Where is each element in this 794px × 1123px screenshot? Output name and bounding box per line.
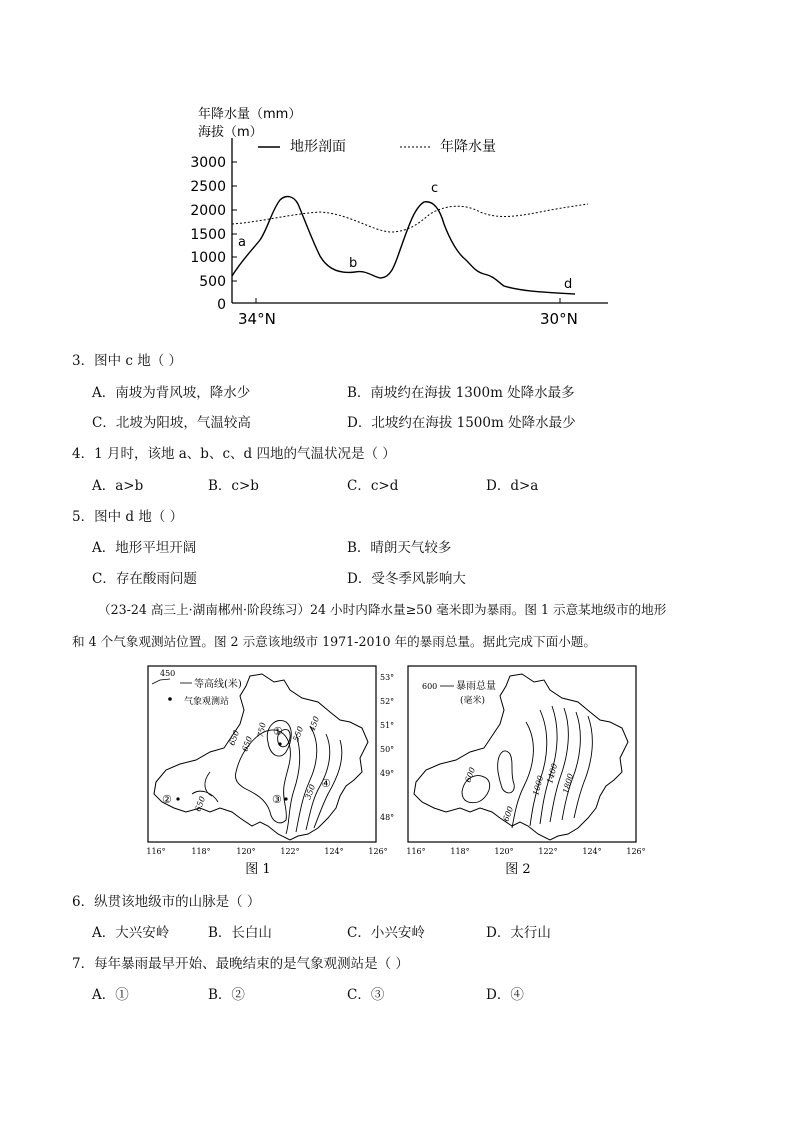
ytick-2500: 2500 <box>190 179 226 195</box>
lat-53: 53° <box>380 673 395 682</box>
station-1-dot <box>278 742 281 745</box>
map2-lon-116: 116° <box>406 847 426 856</box>
figure-2-caption: 图 2 <box>505 862 531 877</box>
station-4-label: ④ <box>321 777 331 790</box>
map1-legend-contour-value: 450 <box>160 669 176 678</box>
q3-option-c[interactable]: C．北坡为阳坡，气温较高 <box>92 415 251 431</box>
xtick-30N: 30°N <box>540 310 578 328</box>
q3-option-d[interactable]: D．北坡约在海拔 1500m 处降水最少 <box>347 415 576 431</box>
q7-stem: 7．每年暴雨最早开始、最晚结束的是气象观测站是（ ） <box>72 956 409 972</box>
figure-1-caption: 图 1 <box>245 862 271 877</box>
terrain-profile-line <box>232 197 575 294</box>
map1-lon-126: 126° <box>368 847 388 856</box>
map1-contour-550: 550 <box>291 725 306 743</box>
station-1-label: ① <box>273 725 283 738</box>
map1-lon-124: 124° <box>324 847 344 856</box>
map1-contour-650a: 650 <box>240 735 255 753</box>
map1-legend-station-dot <box>168 697 172 701</box>
map2-contour-1800: 1800 <box>561 772 576 795</box>
q6-option-c[interactable]: C．小兴安岭 <box>347 925 425 941</box>
ytick-0: 0 <box>217 297 226 313</box>
q4-option-d[interactable]: D．d>a <box>486 478 539 494</box>
map2-lon-124: 124° <box>582 847 602 856</box>
map1-lon-120: 120° <box>236 847 256 856</box>
lat-50: 50° <box>380 745 395 754</box>
q4-stem: 4．1 月时，该地 a、b、c、d 四地的气温状况是（ ） <box>72 446 396 462</box>
precip-line <box>232 204 588 232</box>
map2-legend-value: 600 <box>422 682 438 691</box>
q5-option-b[interactable]: B．晴朗天气较多 <box>347 540 452 556</box>
chart-svg <box>180 100 620 330</box>
map1-contour-450: 450 <box>307 715 322 733</box>
lat-48: 48° <box>380 813 395 822</box>
q6-stem: 6．纵贯该地级市的山脉是（ ） <box>72 894 261 910</box>
map2-frame <box>408 666 636 842</box>
lat-52: 52° <box>380 697 395 706</box>
lat-49: 49° <box>380 769 395 778</box>
passage-line-2: 和 4 个气象观测站位置。图 2 示意该地级市 1971-2010 年的暴雨总量。据此完成下面小题。 <box>72 634 596 649</box>
q6-option-a[interactable]: A．大兴安岭 <box>92 925 170 941</box>
lat-51: 51° <box>380 721 395 730</box>
q7-option-c[interactable]: C．③ <box>347 987 385 1003</box>
ylabel-elev: 海拔（m） <box>198 125 263 140</box>
map2-lon-118: 118° <box>450 847 470 856</box>
station-3-dot <box>284 797 287 800</box>
q7-option-b[interactable]: B．② <box>208 987 245 1003</box>
map2-contour-1400: 1400 <box>545 762 560 785</box>
ytick-1500: 1500 <box>190 227 226 243</box>
q4-option-c[interactable]: C．c>d <box>347 478 399 494</box>
terrain-precip-chart <box>180 100 620 330</box>
q7-option-d[interactable]: D．④ <box>486 987 524 1003</box>
map-figure-1 <box>140 662 410 882</box>
map1-lon-116: 116° <box>146 847 166 856</box>
map2-legend-unit: (毫米) <box>460 696 486 706</box>
map1-contour-650c: 650 <box>193 795 208 813</box>
point-label-d: d <box>564 277 573 292</box>
q5-option-a[interactable]: A．地形平坦开阔 <box>92 540 197 556</box>
point-label-a: a <box>238 235 246 250</box>
map2-lon-126: 126° <box>626 847 646 856</box>
map2-lon-120: 120° <box>494 847 514 856</box>
q3-stem: 3．图中 c 地（ ） <box>72 353 183 369</box>
q6-option-b[interactable]: B．长白山 <box>208 925 272 941</box>
q6-option-d[interactable]: D．太行山 <box>486 925 551 941</box>
map2-legend-title: 暴雨总量 <box>456 681 496 692</box>
q5-stem: 5．图中 d 地（ ） <box>72 509 184 525</box>
map2-contour-600a: 600 <box>463 766 478 784</box>
map1-legend-station: 气象观测站 <box>184 697 230 707</box>
ylabel-precip: 年降水量（mm） <box>198 107 302 122</box>
point-label-b: b <box>349 256 358 271</box>
map1-lon-122: 122° <box>280 847 300 856</box>
ytick-1000: 1000 <box>190 250 226 266</box>
map2-contour-1000: 1000 <box>531 774 546 797</box>
q5-option-d[interactable]: D．受冬季风影响大 <box>347 571 466 587</box>
passage-line-1: （23-24 高三上·湖南郴州·阶段练习）24 小时内降水量≥50 毫米即为暴雨。图 1 示意某地级市的地形 <box>98 602 667 617</box>
map1-contour-750: 750 <box>256 721 268 739</box>
legend-precip: 年降水量 <box>440 139 496 155</box>
map-figure-2 <box>404 662 654 882</box>
map1-contour-350: 350 <box>303 783 318 801</box>
xtick-34N: 34°N <box>238 310 276 328</box>
map1-legend-contour: 等高线(米) <box>194 679 242 690</box>
station-3-label: ③ <box>272 793 282 806</box>
map2-lon-122: 122° <box>538 847 558 856</box>
q4-option-a[interactable]: A．a>b <box>92 478 144 494</box>
map1-lon-118: 118° <box>191 847 211 856</box>
map1-contour-650b: 650 <box>227 729 242 747</box>
ytick-500: 500 <box>199 274 226 290</box>
station-2-dot <box>176 797 179 800</box>
q3-option-b[interactable]: B．南坡约在海拔 1300m 处降水最多 <box>347 385 575 401</box>
q3-option-a[interactable]: A．南坡为背风坡，降水少 <box>92 385 251 401</box>
ytick-2000: 2000 <box>190 203 226 219</box>
ytick-3000: 3000 <box>190 155 226 171</box>
q7-option-a[interactable]: A．① <box>92 987 129 1003</box>
legend-terrain: 地形剖面 <box>290 139 346 155</box>
map2-contour-600b: 600 <box>501 805 516 823</box>
q4-option-b[interactable]: B．c>b <box>208 478 259 494</box>
station-2-label: ② <box>162 793 172 806</box>
point-label-c: c <box>431 181 439 196</box>
q5-option-c[interactable]: C．存在酸雨问题 <box>92 571 197 587</box>
